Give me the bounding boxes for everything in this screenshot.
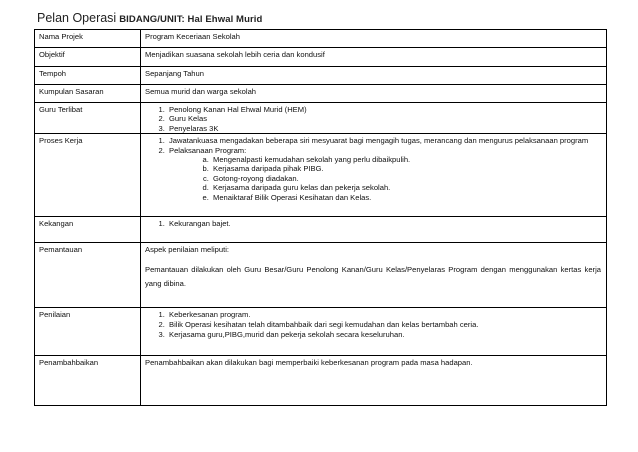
kekangan-list [145,219,601,228]
value-pemantauan [141,243,607,308]
value-kumpulan-sasaran: Semua murid dan warga sekolah [141,85,607,103]
label-kekangan: Kekangan [35,217,141,243]
sub-list-item: c. Gotong-royong diadakan. [211,174,601,183]
page-title: Pelan Operasi [37,11,117,25]
row-objektif [35,48,607,67]
sub-list-item: b. Kerjasama daripada pihak PIBG. [211,164,601,173]
list-item: 1. Keberkesanan program. [167,310,601,320]
list-item: 1. Kekurangan bajet. [167,219,601,228]
list-item: 3. Penyelaras 3K [167,124,601,133]
list-item [167,146,601,202]
row-penambahbaikan [35,356,607,406]
label-kumpulan-sasaran: Kumpulan Sasaran [35,85,141,103]
label-tempoh: Tempoh [35,67,141,85]
label-guru-terlibat: Guru Terlibat [35,103,141,134]
guru-terlibat-list [145,105,601,133]
value-tempoh: Sepanjang Tahun [141,67,607,85]
list-item: 2. Bilik Operasi kesihatan telah ditambahbaik dari segi kemudahan dan kelas bertambah ceria. [167,320,601,330]
sub-list-item: d. Kerjasama daripada guru kelas dan pekerja sekolah. [211,183,601,192]
label-penilaian: Penilaian [35,308,141,356]
row-penilaian [35,308,607,356]
list-item: 1. Penolong Kanan Hal Ehwal Murid (HEM) [167,105,601,114]
pelaksanaan-sub-list [169,155,601,202]
unit-subtitle: BIDANG/UNIT: Hal Ehwal Murid [119,14,263,25]
list-item: 1. Jawatankuasa mengadakan beberapa siri mesyuarat bagi mengagih tugas, merancang dan mengurus pelaksanaan program [167,136,601,145]
row-kekangan [35,217,607,243]
pemantauan-body: Pemantauan dilakukan oleh Guru Besar/Guru Penolong Kanan/Guru Kelas/Penyelaras Program dengan menggunakan kertas kerja yang dibina. [145,264,601,288]
label-objektif: Objektif [35,48,141,67]
pemantauan-intro: Aspek penilaian meliputi: [145,245,230,255]
label-pemantauan: Pemantauan [35,243,141,308]
penilaian-list [145,310,601,340]
row-kumpulan-sasaran [35,85,607,103]
operation-plan-table [34,29,607,406]
row-tempoh [35,67,607,85]
value-objektif: Menjadikan suasana sekolah lebih ceria dan kondusif [141,48,607,67]
row-guru-terlibat [35,103,607,134]
value-nama-projek: Program Keceriaan Sekolah [141,30,607,48]
list-item: 3. Kerjasama guru,PIBG,murid dan pekerja sekolah secara keseluruhan. [167,330,601,340]
pelaksanaan-program-label: Pelaksanaan Program: [169,145,247,155]
label-penambahbaikan: Penambahbaikan [35,356,141,406]
label-nama-projek: Nama Projek [35,30,141,48]
value-penilaian [141,308,607,356]
sub-list-item: a. Mengenalpasti kemudahan sekolah yang perlu dibaikpulih. [211,155,601,164]
list-item: 2. Guru Kelas [167,114,601,123]
proses-kerja-list [145,136,601,202]
row-nama-projek [35,30,607,48]
value-kekangan [141,217,607,243]
row-pemantauan [35,243,607,308]
label-proses-kerja: Proses Kerja [35,134,141,217]
page-header [37,11,262,27]
value-guru-terlibat [141,103,607,134]
value-penambahbaikan: Penambahbaikan akan dilakukan bagi memperbaiki keberkesanan program pada masa hadapan. [141,356,607,406]
row-proses-kerja [35,134,607,217]
sub-list-item: e. Menaiktaraf Bilik Operasi Kesihatan dan Kelas. [211,193,601,202]
value-proses-kerja [141,134,607,217]
